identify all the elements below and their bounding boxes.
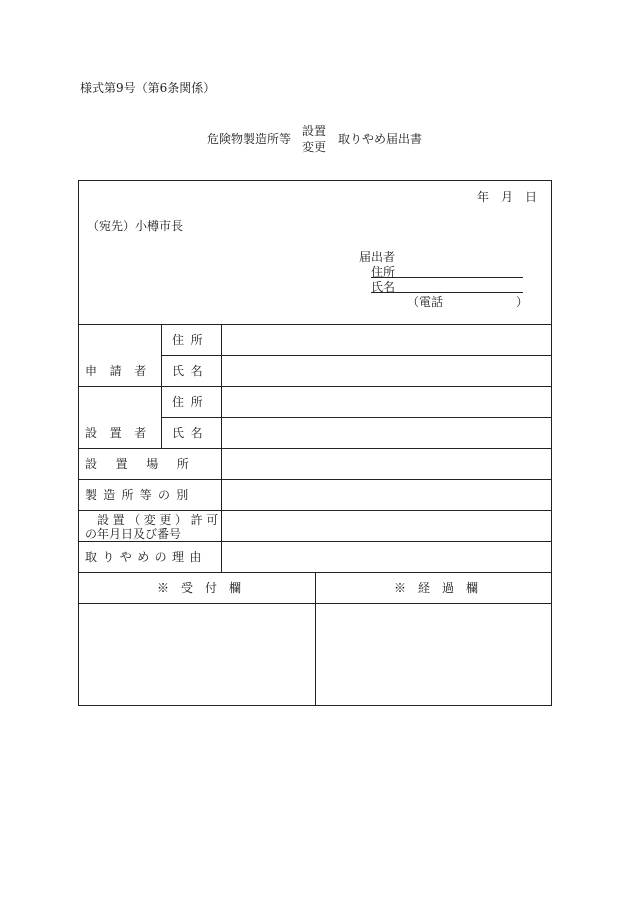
notifier-address-label: 住所 — [371, 265, 396, 279]
date-month: 月 — [501, 190, 514, 204]
row-installer-address: 住所 — [172, 395, 210, 409]
notification-form — [78, 180, 552, 706]
title-option-install: 設置 — [302, 124, 327, 138]
row-installer-label: 設置者 — [85, 426, 159, 440]
notifier-name-label: 氏名 — [371, 280, 396, 294]
row-permit-line1: 設置（変更）許可 — [97, 513, 222, 527]
row-applicant-address: 住所 — [172, 333, 210, 347]
row-permit-line2: の年月日及び番号 — [85, 527, 182, 541]
row-reason: 取りやめの理由 — [85, 550, 207, 564]
notifier-label: 届出者 — [359, 250, 396, 264]
date-year: 年 — [477, 190, 490, 204]
row-location: 設置場所 — [85, 457, 208, 471]
row-facility-type: 製造所等の別 — [85, 488, 195, 502]
title-option-change: 変更 — [302, 140, 327, 154]
notifier-name-line — [371, 292, 523, 293]
notifier-phone-close: ） — [516, 295, 529, 309]
row-applicant-name: 氏名 — [172, 364, 210, 378]
addressee: （宛先）小樽市長 — [87, 219, 184, 233]
notifier-address-line — [371, 277, 523, 278]
progress-column-header: ※ 経 過 欄 — [394, 581, 479, 595]
row-installer-name: 氏名 — [172, 426, 210, 440]
date-day: 日 — [525, 190, 538, 204]
title-suffix: 取りやめ届出書 — [338, 132, 423, 146]
row-applicant-label: 申請者 — [85, 364, 159, 378]
form-number: 様式第9号（第6条関係） — [80, 81, 216, 95]
reception-column-header: ※ 受 付 欄 — [157, 581, 242, 595]
title-prefix: 危険物製造所等 — [207, 132, 292, 146]
notifier-phone-label: （電話 — [407, 295, 444, 309]
